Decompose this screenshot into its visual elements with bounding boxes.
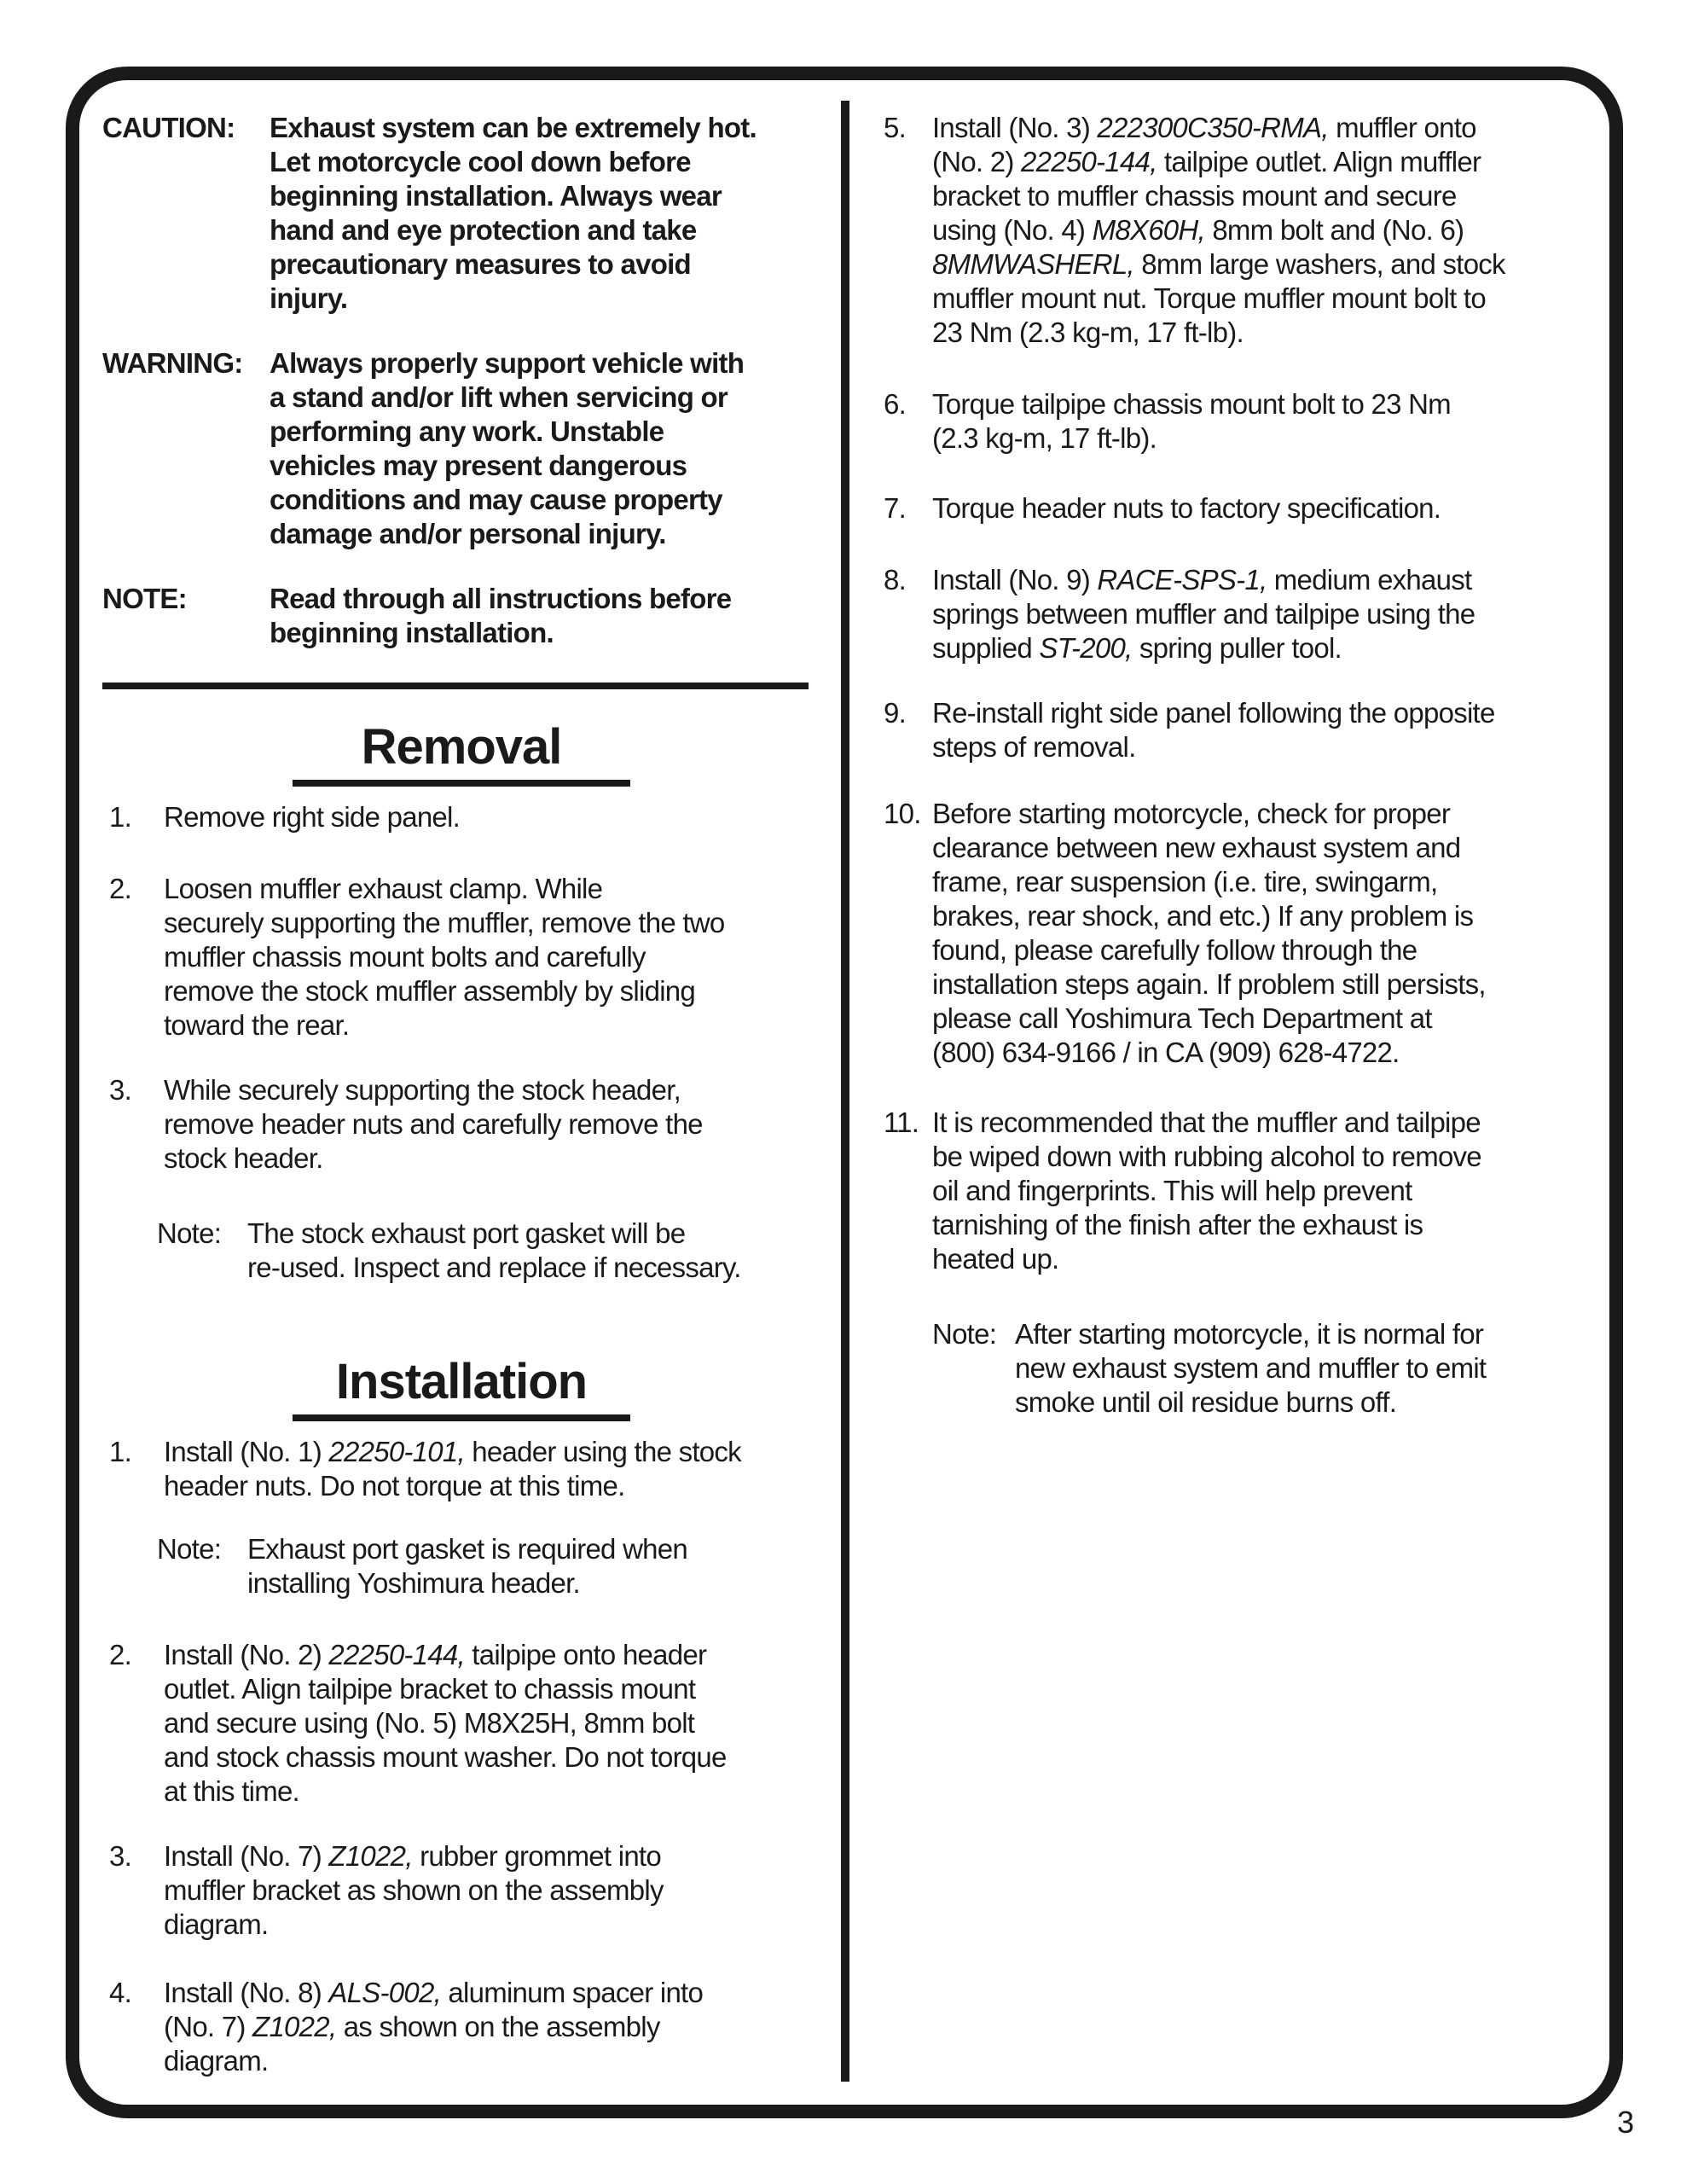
numbered-step (884, 696, 1602, 764)
numbered-step (884, 387, 1602, 456)
note-text: After starting motorcycle, it is normal for new exhaust system and muffler to emit smoke until oil residue burns off. (1015, 1318, 1487, 1418)
notice-text: Read through all instructions before beginning installation. (270, 583, 732, 648)
note-text: Exhaust port gasket is required when installing Yoshimura header. (247, 1533, 687, 1599)
numbered-step (109, 872, 822, 1043)
numbered-step (884, 491, 1602, 526)
label: CAUTION: (102, 112, 235, 143)
step-text: Remove right side panel. (164, 801, 461, 833)
step-text: Install (No. 7) Z1022, rubber grommet into muffler bracket as shown on the assembly diagram. (164, 1840, 664, 1940)
safety-notice (102, 582, 822, 650)
step-number: 9. (884, 697, 907, 729)
page-number: 3 (1617, 2105, 1635, 2140)
column-divider-rule (841, 101, 849, 2082)
numbered-step (884, 1106, 1602, 1276)
numbered-step (884, 111, 1602, 350)
label: Note: (157, 1217, 222, 1249)
numbered-step (884, 563, 1602, 665)
note-block (157, 1532, 822, 1600)
note-text: The stock exhaust port gasket will be re-used. Inspect and replace if necessary. (247, 1217, 741, 1283)
step-text: Install (No. 9) RACE-SPS-1, medium exhaust springs between muffler and tailpipe using the supplied ST-200, spring puller tool. (932, 564, 1475, 664)
step-text: Loosen muffler exhaust clamp. While securely supporting the muffler, remove the two muffler chassis mount bolts and carefully remove the stock muffler assembly by sliding toward the rear. (164, 873, 725, 1041)
step-text: Torque tailpipe chassis mount bolt to 23 Nm (2.3 kg-m, 17 ft-lb). (932, 388, 1451, 454)
step-number: 1. (109, 1436, 132, 1467)
section-separator-rule (102, 682, 809, 689)
label: Note: (157, 1533, 222, 1565)
safety-notices (101, 111, 822, 650)
safety-notice (102, 346, 822, 551)
installation-heading-underline (293, 1414, 630, 1421)
step-text: Install (No. 2) 22250-144, tailpipe onto header outlet. Align tailpipe bracket to chassis mount and secure using (No. 5) M8X25H, 8mm bolt and stock chassis mount washer. Do not torque at this time. (164, 1639, 727, 1807)
note-block (157, 1217, 822, 1285)
left-column (101, 101, 822, 2078)
step-text: It is recommended that the muffler and tailpipe be wiped down with rubbing alcohol to remove oil and fingerprints. This will help prevent tarnishing of the finish after the exhaust is heated up. (932, 1107, 1481, 1275)
removal-heading: Removal (361, 719, 562, 775)
step-number: 3. (109, 1074, 132, 1106)
step-text: Install (No. 8) ALS-002, aluminum spacer into (No. 7) Z1022, as shown on the assembly diagram. (164, 1977, 704, 2077)
numbered-step (109, 1073, 822, 1176)
note-block (932, 1317, 1602, 1420)
step-number: 6. (884, 388, 907, 420)
numbered-step (109, 1839, 822, 1942)
label: NOTE: (102, 583, 187, 614)
removal-heading-underline (293, 780, 630, 787)
numbered-step (109, 1976, 822, 2078)
step-text: Re-install right side panel following the opposite steps of removal. (932, 697, 1495, 763)
notice-text: Always properly support vehicle with a stand and/or lift when servicing or performing any work. Unstable vehicles may present dangerous conditions and may cause property damage and/or personal injury. (270, 347, 745, 549)
safety-notice (102, 111, 822, 316)
step-number: 5. (884, 112, 907, 143)
step-number: 11. (884, 1107, 919, 1138)
step-number: 1. (109, 801, 132, 833)
step-text: Install (No. 3) 222300C350-RMA, muffler onto (No. 2) 22250-144, tailpipe outlet. Align muffler bracket to muffler chassis mount and secure using (No. 4) M8X60H, 8mm bolt and (No. 6) 8MMWASHERL, 8mm large washers, and stock muffler mount nut. Torque muffler mount bolt to 23 Nm (2.3 kg-m, 17 ft-lb). (932, 112, 1505, 348)
label: Note: (932, 1318, 997, 1350)
step-number: 2. (109, 1639, 132, 1670)
numbered-step (109, 1638, 822, 1809)
notice-text: Exhaust system can be extremely hot. Let motorcycle cool down before beginning installation. Always wear hand and eye protection and take precautionary measures to avoid injury. (270, 112, 757, 314)
removal-steps-list (101, 800, 822, 1285)
step-text: Torque header nuts to factory specification. (932, 492, 1441, 524)
numbered-step (884, 797, 1602, 1070)
step-text: While securely supporting the stock header, remove header nuts and carefully remove the stock header. (164, 1074, 703, 1174)
right-column (884, 101, 1602, 1420)
step-number: 7. (884, 492, 907, 524)
step-number: 3. (109, 1840, 132, 1872)
installation-steps-list (101, 1435, 822, 2078)
step-text: Install (No. 1) 22250-101, header using the stock header nuts. Do not torque at this time. (164, 1436, 741, 1502)
installation-heading: Installation (335, 1354, 588, 1409)
step-number: 8. (884, 564, 907, 595)
installation-steps-continued-list (884, 111, 1602, 1420)
step-text: Before starting motorcycle, check for proper clearance between new exhaust system and frame, rear suspension (i.e. tire, swingarm, brakes, rear shock, and etc.) If any problem is found, please carefully follow through the installation steps again. If problem still persists, please call Yoshimura Tech Department at (800) 634-9166 / in CA (909) 628-4722. (932, 798, 1486, 1068)
label: WARNING: (102, 347, 243, 379)
step-number: 10. (884, 798, 921, 829)
step-number: 4. (109, 1977, 132, 2008)
numbered-step (109, 1435, 822, 1503)
step-number: 2. (109, 873, 132, 904)
numbered-step (109, 800, 822, 834)
